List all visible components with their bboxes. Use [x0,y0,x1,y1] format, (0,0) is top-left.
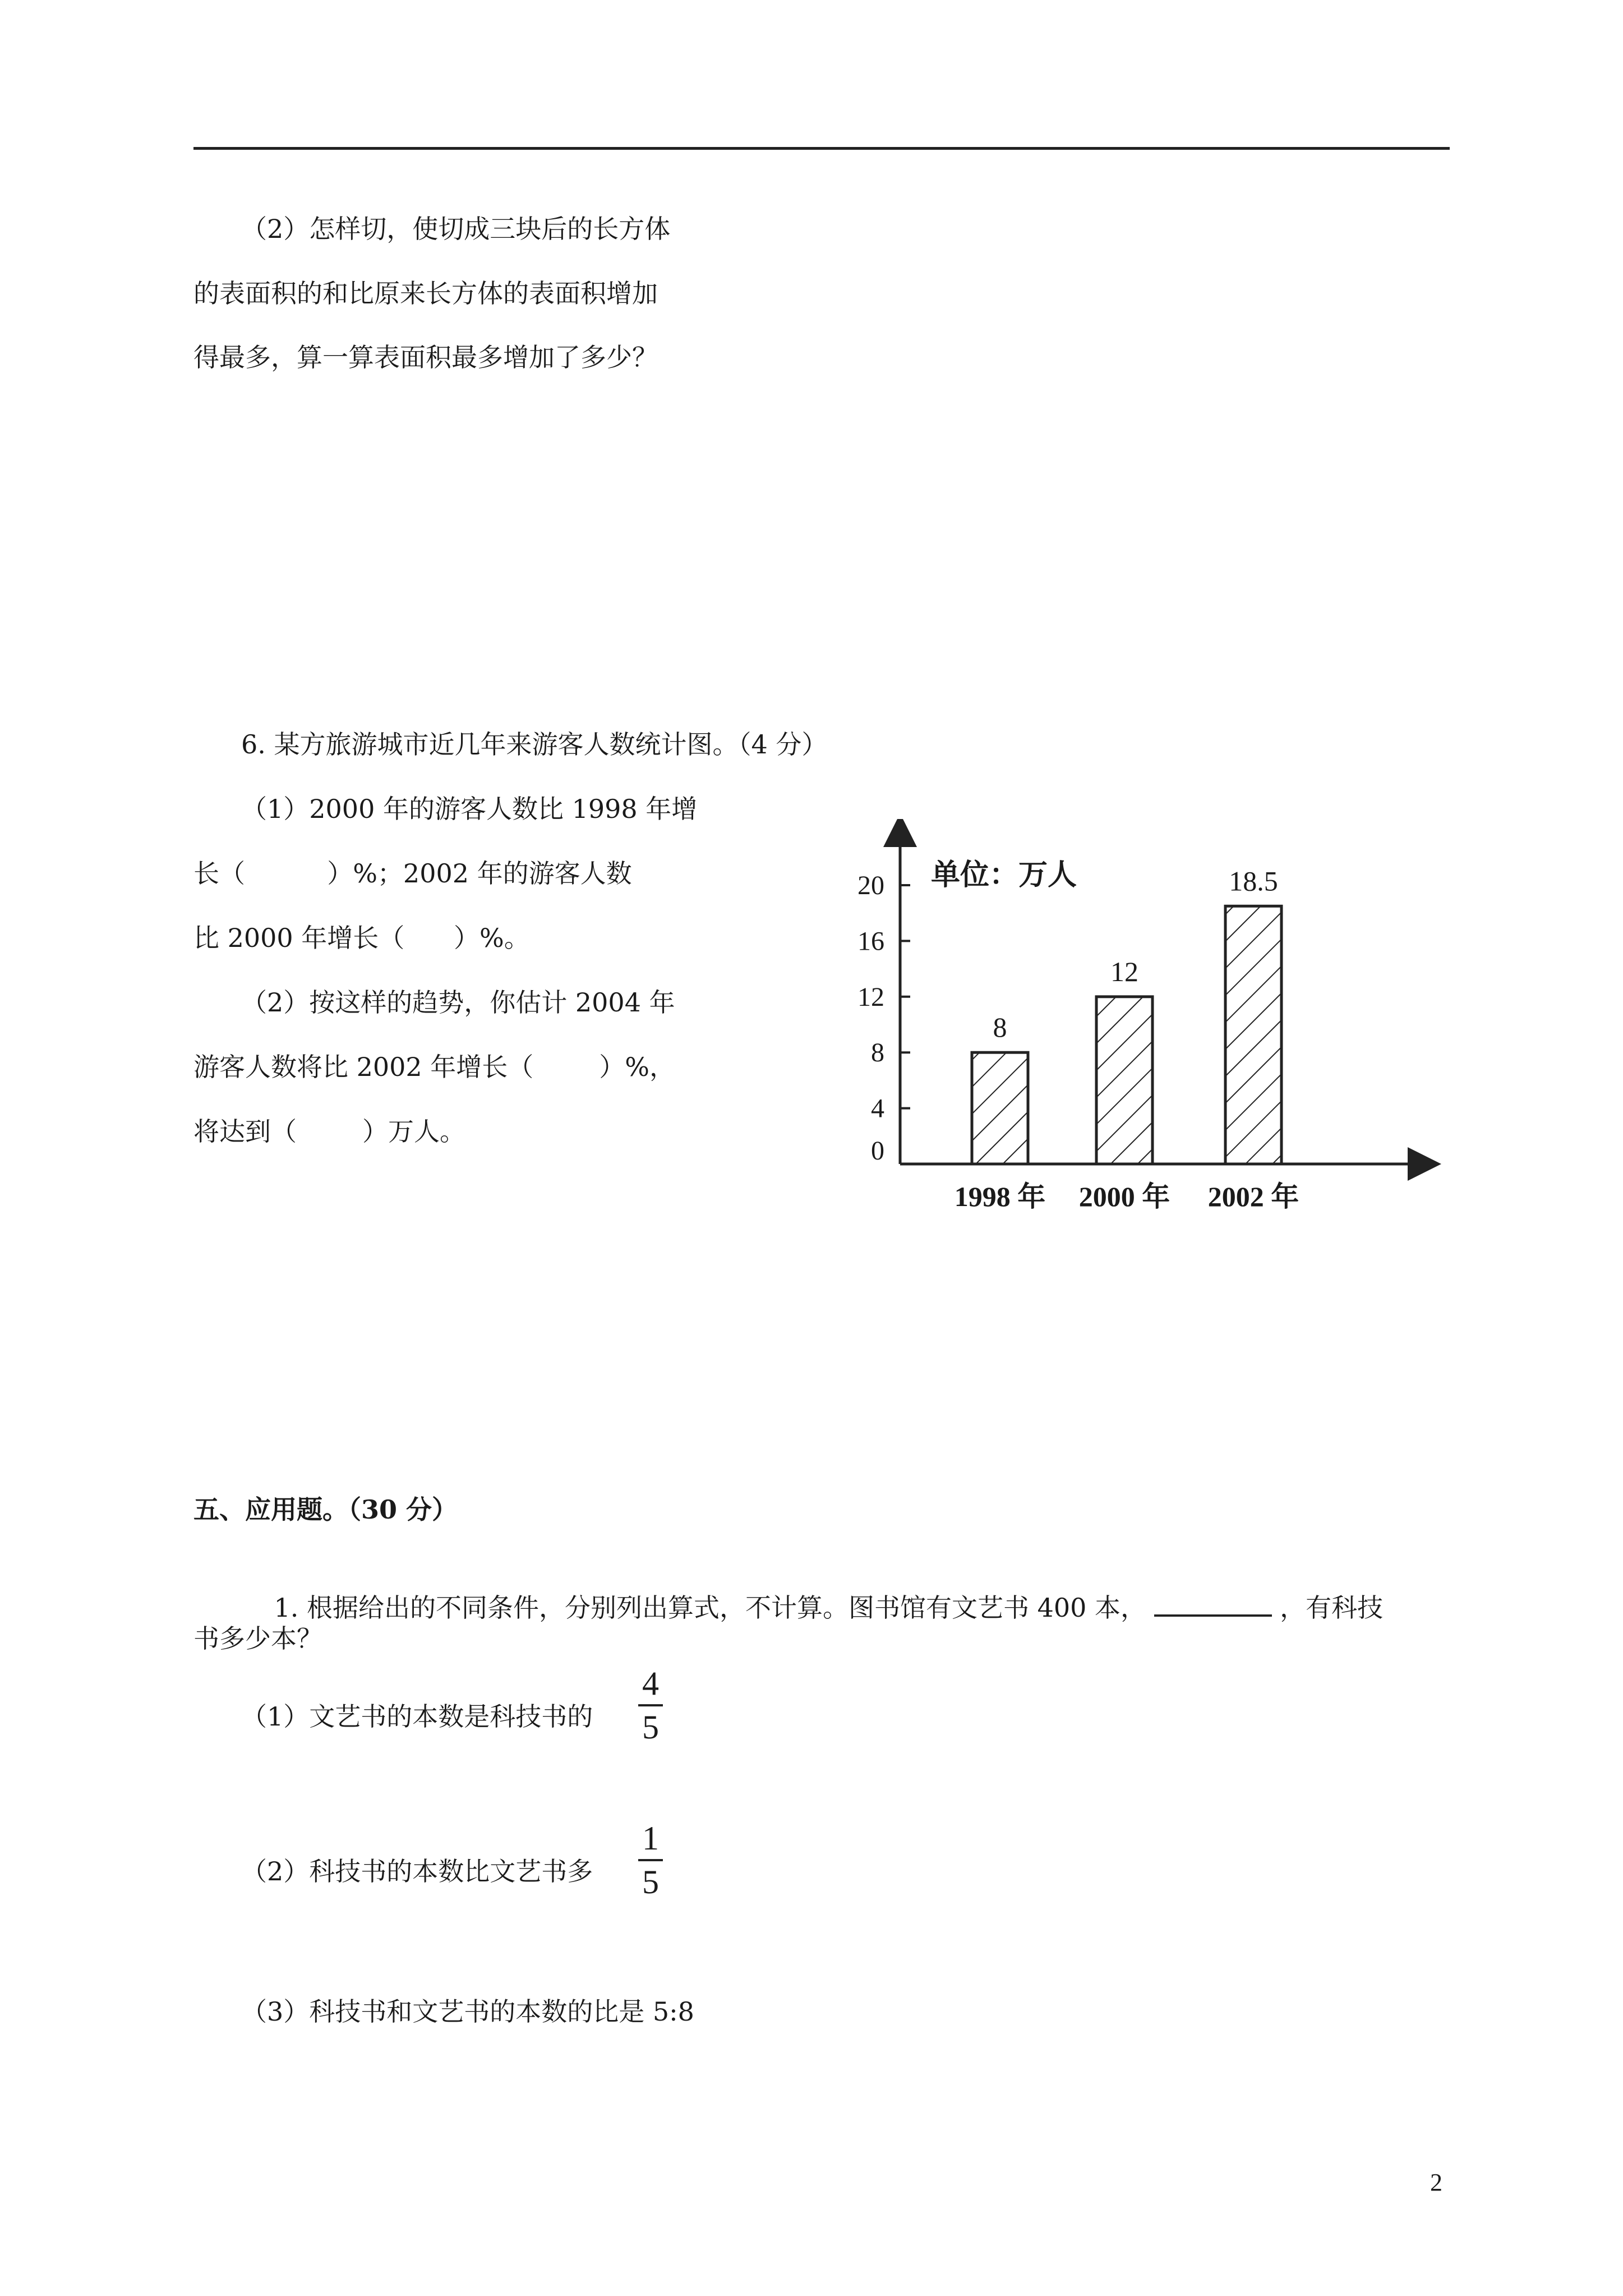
q6-line-1: （1）2000 年的游客人数比 1998 年增 [241,794,698,824]
chart-x-tick-label: 2000 年 [1078,1181,1170,1212]
chart-unit-label: 单位：万人 [931,859,1077,891]
section5-heading: 五、应用题。（30 分） [193,1494,458,1525]
chart-bar-value-label: 8 [993,1011,1007,1043]
chart-bar-value-label: 18.5 [1229,865,1278,897]
chart-x-tick-label: 2002 年 [1207,1181,1299,1212]
s5-condition-2-fraction [634,1821,667,1899]
page-number: 2 [1430,2169,1442,2196]
s5-q1-text-before: 1. 根据给出的不同条件，分别列出算式，不计算。图书馆有文艺书 400 本， [274,1593,1147,1623]
s5-q1-text-after: ，有科技 [1280,1593,1384,1623]
chart-bar [1096,997,1152,1164]
chart-y-tick-label: 12 [857,982,884,1012]
s5-condition-1-text: （1）文艺书的本数是科技书的 [241,1701,593,1732]
s5-q1-line-1 [241,1557,1383,1658]
q6-heading: 6. 某方旅游城市近几年来游客人数统计图。（4 分） [241,729,828,760]
chart-bar [972,1052,1028,1164]
chart-y-tick-label: 8 [871,1038,884,1068]
s5-condition-1-fraction [634,1666,667,1745]
fraction-numerator: 1 [642,1820,659,1857]
s5-q1-blank[interactable] [1154,1592,1272,1617]
fraction-bar [638,1859,663,1861]
q5-part2-line-2: 的表面积的和比原来长方体的表面积增加 [193,278,658,309]
chart-y-tick-label: 16 [857,926,884,956]
q6-line-3: 比 2000 年增长（ ）%。 [193,923,530,953]
q6-line-5: 游客人数将比 2002 年增长（ ）%， [193,1052,675,1082]
fraction-denominator: 5 [642,1709,659,1746]
chart-bar-value-label: 12 [1110,955,1138,987]
q5-part2-line-3: 得最多，算一算表面积最多增加了多少？ [193,342,658,372]
s5-condition-3-text: （3）科技书和文艺书的本数的比是 5:8 [241,1996,694,2027]
q6-line-2: 长（ ）%；2002 年的游客人数 [193,858,632,889]
chart-bar [1225,906,1281,1164]
chart-x-tick-label: 1998 年 [954,1181,1046,1212]
fraction-bar [638,1704,663,1706]
fraction-numerator: 4 [642,1665,659,1702]
header-rule [193,147,1450,150]
chart-y-tick-label: 20 [857,871,884,900]
fraction-denominator: 5 [642,1864,659,1901]
s5-q1-line-2: 书多少本？ [193,1623,322,1654]
q6-line-4: （2）按这样的趋势，你估计 2004 年 [241,987,675,1018]
q5-part2-line-1: （2）怎样切，使切成三块后的长方体 [241,214,671,244]
q6-line-6: 将达到（ ）万人。 [193,1116,465,1147]
s5-condition-2-text: （2）科技书的本数比文艺书多 [241,1856,593,1887]
tourist-bar-chart [808,819,1447,1234]
chart-y-tick-label: 0 [871,1136,884,1166]
chart-y-tick-label: 4 [871,1093,884,1124]
